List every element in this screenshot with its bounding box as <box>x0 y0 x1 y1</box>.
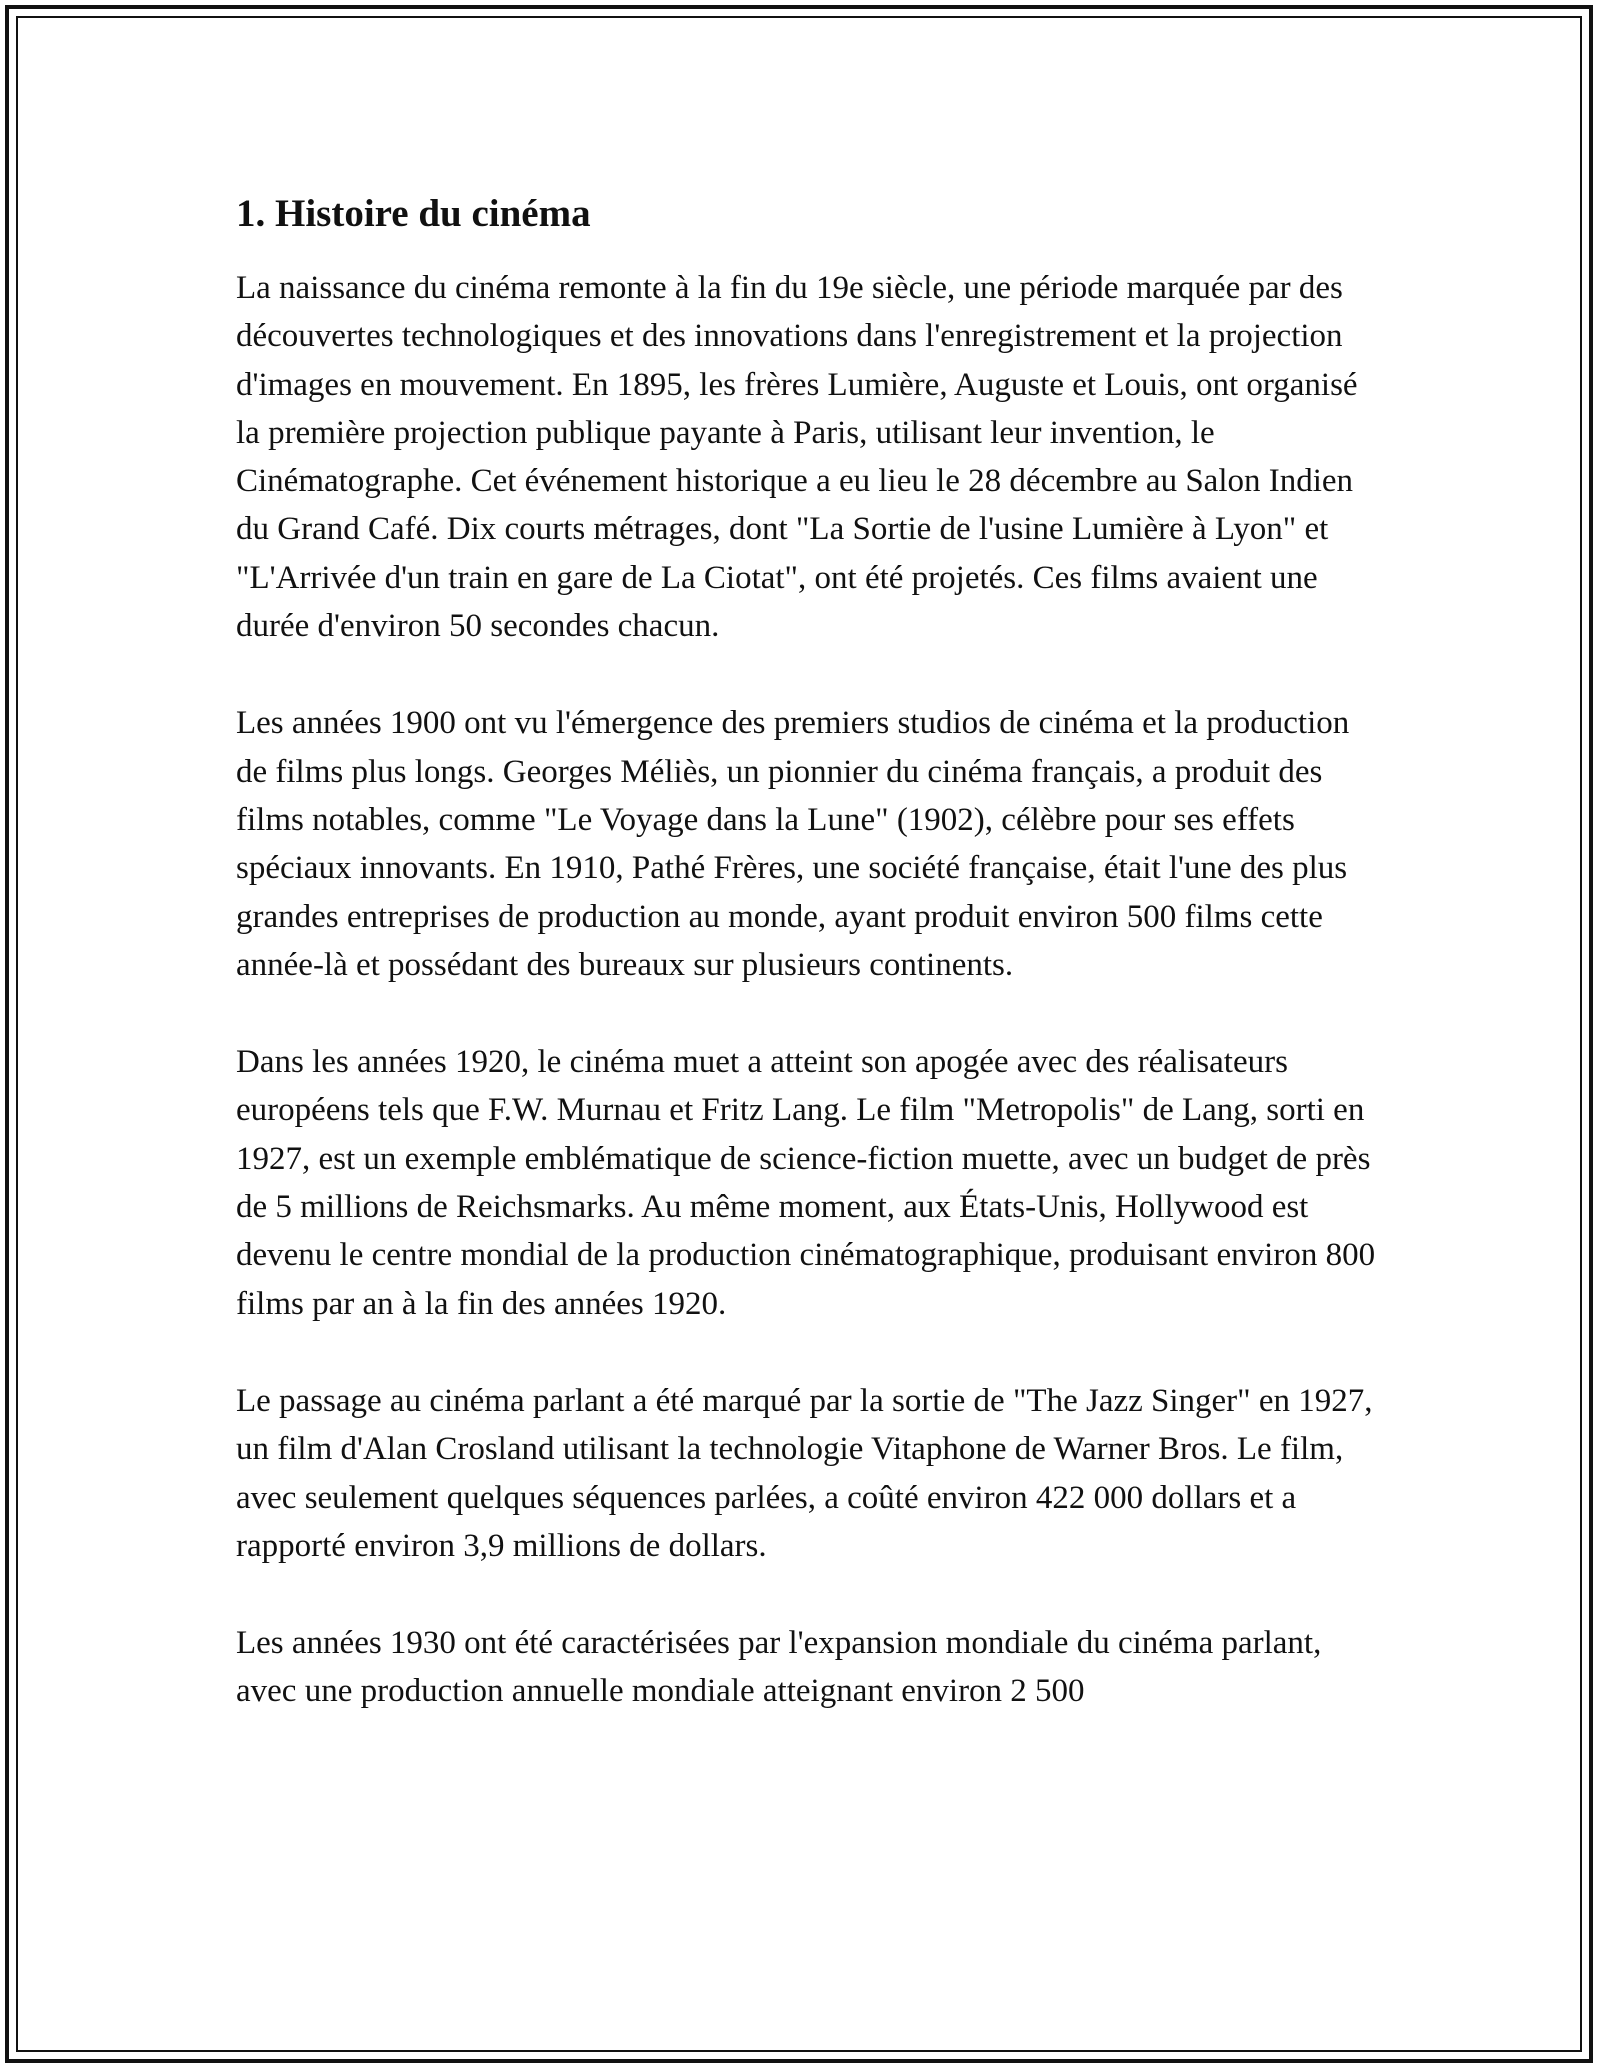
paragraph-1900s: Les années 1900 ont vu l'émergence des premiers studios de cinéma et la production de films plus longs. Georges Méliès, un pionnier du cinéma français, a produit des films notables, comme "Le Voyage dans la Lune" (1902), célèbre pour ses effets spéciaux innovants. En 1910, Pathé Frères, une société française, était l'une des plus grandes entreprises de production au monde, ayant produit environ 500 films cette année-là et possédant des bureaux sur plusieurs continents. <box>236 705 1350 983</box>
paragraph-lumiere: La naissance du cinéma remonte à la fin du 19e siècle, une période marquée par des découvertes technologiques et des innovations dans l'enregistrement et la projection d'images en mouvement. En 1895, les frères Lumière, Auguste et Louis, ont organisé la première projection publique payante à Paris, utilisant leur invention, le Cinématographe. Cet événement historique a eu lieu le 28 décembre au Salon Indien du Grand Café. Dix courts métrages, dont "La Sortie de l'usine Lumière à Lyon" et "L'Arrivée d'un train en gare de La Ciotat", ont été projetés. Ces films avaient une durée d'environ 50 secondes chacun. <box>236 270 1358 645</box>
paragraph-1920s: Dans les années 1920, le cinéma muet a atteint son apogée avec des réalisateurs européens tels que F.W. Murnau et Fritz Lang. Le film "Metropolis" de Lang, sorti en 1927, est un exemple emblématique de science-fiction muette, avec un budget de près de 5 millions de Reichsmarks. Au même moment, aux États-Unis, Hollywood est devenu le centre mondial de la production cinématographique, produisant environ 800 films par an à la fin des années 1920. <box>236 1044 1376 1322</box>
paragraph-1930s: Les années 1930 ont été caractérisées par l'expansion mondiale du cinéma parlant, avec une production annuelle mondiale atteignant environ 2 500 <box>236 1625 1322 1710</box>
paragraph-talkies: Le passage au cinéma parlant a été marqué par la sortie de "The Jazz Singer" en 1927, un film d'Alan Crosland utilisant la technologie Vitaphone de Warner Bros. Le film, avec seulement quelques séquences parlées, a coûté environ 422 000 dollars et a rapporté environ 3,9 millions de dollars. <box>236 1382 1373 1564</box>
document-body <box>236 186 1376 1765</box>
section-heading: 1. Histoire du cinéma <box>236 192 591 235</box>
